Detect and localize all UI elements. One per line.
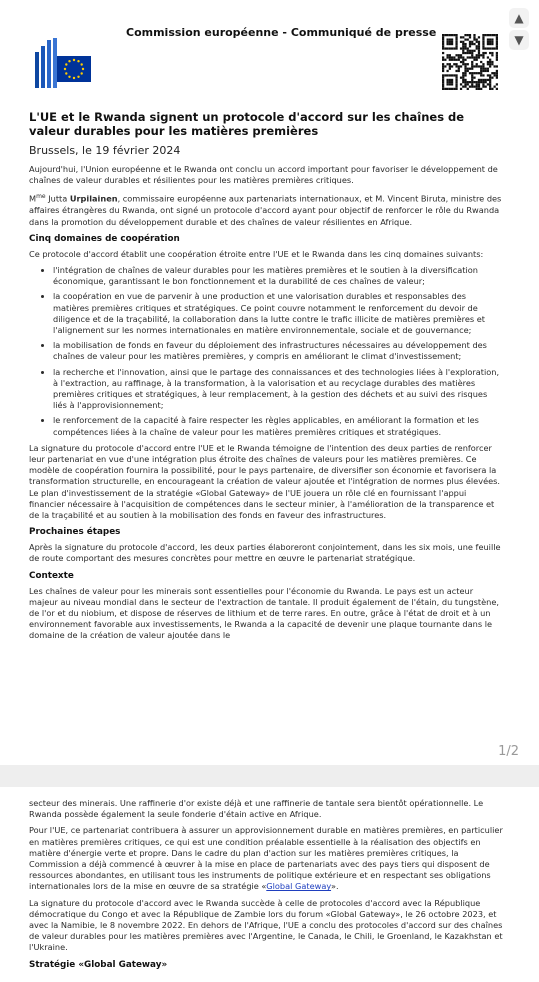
- previous-agreements-paragraph: La signature du protocole d'accord avec le Rwanda succède à celle de protocoles d'accord avec la République démocratique du Congo et avec la République de Zambie lors du forum «Global Gateway», le 26 octobre 2023, et avec la Namibie, le 8 novembre 2022. En dehors de l'Afrique, l'UE a conclu des protocoles d'accord sur des chaînes de valeur durables pour les matières premières avec l'Argentine, le Canada, le Chili, le Groenland, le Kazakhstan et l'Ukraine.: [29, 897, 503, 953]
- signatories-paragraph: $M^{me}$ Jutta Urpilainen, commissaire européenne aux partenariats internationaux, et M. Vincent Biruta, ministre des affaires étrangères du Rwanda, ont signé un protocole d'accord ayant pour objectif de renforcer le rôle du Rwanda dans la promotion du développement durable et des chaînes de valeur résilientes en Afrique.: [29, 193, 502, 227]
- qr-code: [442, 34, 498, 90]
- article-body-continued: [29, 798, 503, 975]
- document-page-2: [0, 787, 539, 982]
- section-heading-cooperation: Cinq domaines de coopération: [29, 233, 180, 244]
- cooperation-intro: Ce protocole d'accord établit une coopération étroite entre l'UE et le Rwanda dans les cinq domaines suivants:: [29, 248, 484, 259]
- next-steps-paragraph: Après la signature du protocole d'accord, les deux parties élaboreront conjointement, dans les six mois, une feuille de route comportant des mesures concrètes pour mettre en œuvre le partenariat stratégique.: [29, 542, 501, 564]
- section-heading-next-steps: Prochaines étapes: [29, 527, 121, 538]
- global-gateway-link[interactable]: Global Gateway: [266, 881, 332, 892]
- intro-paragraph: Aujourd'hui, l'Union européenne et le Rwanda ont conclu un accord important pour favoriser le développement de chaînes de valeur durables et résilientes pour les matières premières critiques.: [29, 164, 498, 186]
- press-release-header: Commission européenne - Communiqué de presse: [126, 26, 437, 39]
- section-heading-context: Contexte: [29, 570, 74, 581]
- list-item: • la recherche et l'innovation, ainsi que le partage des connaissances et des technologies liées à l'exploration, à l'extraction, au raffinage, à la transformation, à la valorisation et au recyclage durables des matières premières critiques et stratégiques, à leur remplacement, à la gestion des déchets et au suivi des risques liés à l'approvisionnement;: [53, 367, 503, 412]
- page-separator: [0, 765, 539, 787]
- chevron-up-icon[interactable]: ▲: [509, 8, 529, 28]
- article-title: L'UE et le Rwanda signent un protocole d'accord sur les chaînes de valeur durables pour les matières premières: [29, 110, 465, 138]
- list-item: • le renforcement de la capacité à faire respecter les règles applicables, en améliorant la formation et les compétences liées à la chaîne de valeur pour les matières premières critiques et stratégiques.: [53, 415, 503, 437]
- dateline: Brussels, le 19 février 2024: [29, 144, 181, 157]
- cooperation-list: [29, 265, 503, 438]
- list-item: • la mobilisation de fonds en faveur du déploiement des infrastructures nécessaires au développement des chaînes de valeur pour les matières premières, y compris en améliorant le climat d'investissement;: [53, 340, 503, 362]
- list-item: • la coopération en vue de parvenir à une production et une valorisation durables et responsables des matières premières critiques et stratégiques. Ce point couvre notamment le renforcement du devoir de diligence et de la traçabilité, la collaboration dans la lutte contre le trafic illicite de matières premières et l'alignement sur les normes internationales en matière environnementale, sociale et de gouvernance;: [53, 291, 503, 336]
- signature-paragraph: La signature du protocole d'accord entre l'UE et le Rwanda témoigne de l'intention des deux parties de renforcer leur partenariat en vue d'une intégration plus étroite des chaînes de valeurs pour les matières premières. Ce modèle de coopération fournira la possibilité, pour le pays partenaire, de diversifier son économie et favorisera la transformation structurelle, en encourageant la création de valeur ajoutée et l'intégration de normes plus élevées. Le plan d'investissement de la stratégie «Global Gateway» de l'UE jouera un rôle clé en fournissant l'appui financier nécessaire à l'acquisition de compétences dans le secteur minier, à l'amélioration de la transparence et de la traçabilité et au soutien à la mobilisation des fonds en faveur des infrastructures.: [29, 442, 501, 521]
- european-commission-logo: [33, 38, 95, 88]
- context-continued-paragraph: secteur des minerais. Une raffinerie d'or existe déjà et une raffinerie de tantale sera bientôt opérationnelle. Le Rwanda possède également la seule fonderie d'étain active en Afrique.: [29, 798, 484, 820]
- chevron-down-icon[interactable]: ▼: [509, 30, 529, 50]
- section-heading-global-gateway: Stratégie «Global Gateway»: [29, 959, 168, 970]
- list-item: • l'intégration de chaînes de valeur durables pour les matières premières et le soutien à la diversification économique, garantissant le bon fonctionnement et la durabilité de ces chaînes de valeur;: [53, 265, 503, 287]
- page-indicator: 1/2: [498, 744, 519, 759]
- context-paragraph: Les chaînes de valeur pour les minerais sont essentielles pour l'économie du Rwanda. Le pays est un acteur majeur au niveau mondial dans le secteur de l'extraction de tantale. Il produit également de l'étain, du tungstène, de l'or et du niobium, et dispose de réserves de lithium et de terre rares. En outre, grâce à l'état de droit et à un environnement favorable aux investissements, le Rwanda a la capacité de devenir une plaque tournante dans le domaine de la création de valeur ajoutée dans le: [29, 585, 499, 641]
- article-body: [29, 110, 503, 647]
- eu-benefit-paragraph: Pour l'UE, ce partenariat contribuera à assurer un approvisionnement durable en matières premières, en particulier en matières premières critiques, ce qui est une condition préalable essentielle à la réalisation des objectifs en matière d'énergie verte et propre. Dans le cadre du plan d'action sur les matières premières critiques, la Commission a déjà commencé à œuvrer à la mise en place de partenariats avec des pays tiers qui disposent de ressources abondantes, en utilisant tous les instruments de politique extérieure et en respectant ses obligations internationales lors de la mise en œuvre de sa stratégie «Global Gateway».: [29, 825, 503, 892]
